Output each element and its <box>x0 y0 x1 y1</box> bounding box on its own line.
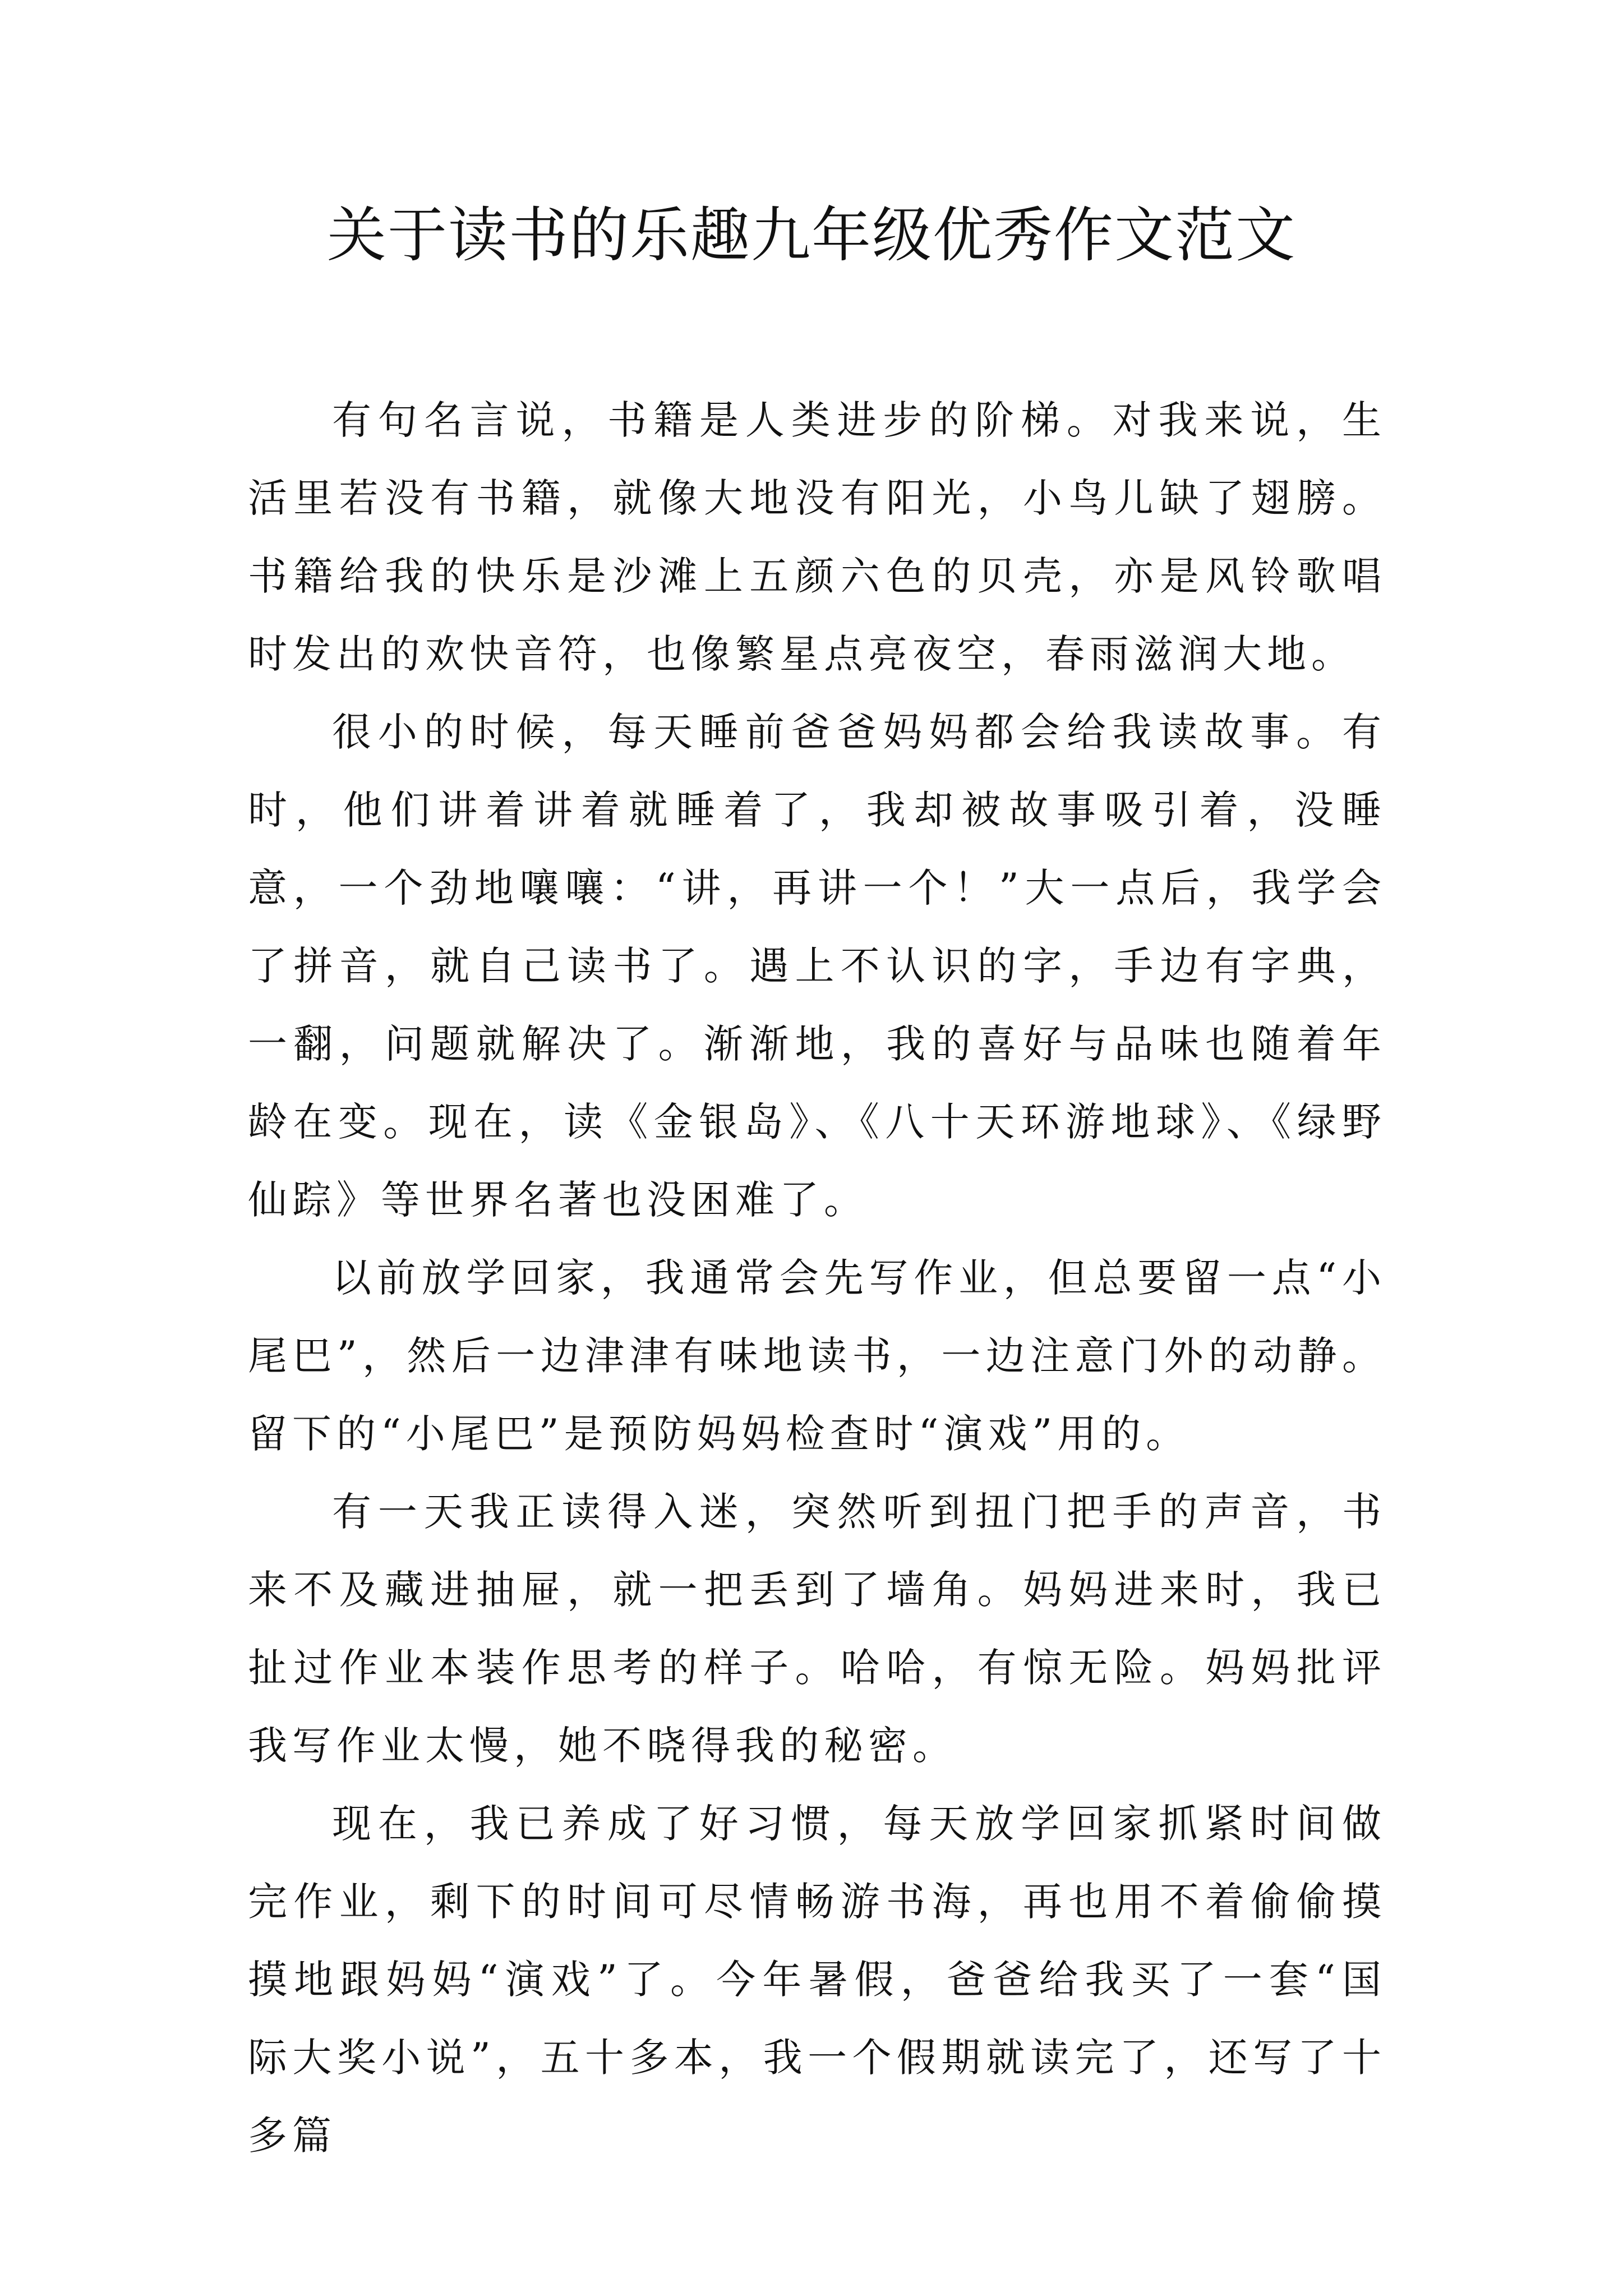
paragraph-4: 有一天我正读得入迷，突然听到扭门把手的声音，书来不及藏进抽屉，就一把丢到了墙角。妈妈进来时，我已扯过作业本装作思考的样子。哈哈，有惊无险。妈妈批评我写作业太慢，她不晓得我的秘密。 <box>248 1489 1386 1769</box>
essay-body <box>248 381 1386 2175</box>
paragraph-5: 现在，我已养成了好习惯，每天放学回家抓紧时间做完作业，剩下的时间可尽情畅游书海，再也用不着偷偷摸摸地跟妈妈“演戏”了。今年暑假，爸爸给我买了一套“国际大奖小说”，五十多本，我一个假期就读完了，还写了十多篇 <box>248 1801 1386 2159</box>
paragraph-3: 以前放学回家，我通常会先写作业，但总要留一点“小尾巴”，然后一边津津有味地读书，一边注意门外的动静。留下的“小尾巴”是预防妈妈检查时“演戏”用的。 <box>248 1255 1386 1457</box>
document-title: 关于读书的乐趣九年级优秀作文范文 <box>327 201 1296 270</box>
paragraph-1: 有句名言说，书籍是人类进步的阶梯。对我来说，生活里若没有书籍，就像大地没有阳光，小鸟儿缺了翅膀。书籍给我的快乐是沙滩上五颜六色的贝壳，亦是风铃歌唱时发出的欢快音符，也像繁星点亮夜空，春雨滋润大地。 <box>248 397 1386 677</box>
paragraph-2: 很小的时候，每天睡前爸爸妈妈都会给我读故事。有时，他们讲着讲着就睡着了，我却被故事吸引着，没睡意，一个劲地嚷嚷：“讲，再讲一个！”大一点后，我学会了拼音，就自己读书了。遇上不认识的字，手边有字典，一翻，问题就解决了。渐渐地，我的喜好与品味也随着年龄在变。现在，读《金银岛》、《八十天环游地球》、《绿野仙踪》等世界名著也没困难了。 <box>248 709 1386 1223</box>
